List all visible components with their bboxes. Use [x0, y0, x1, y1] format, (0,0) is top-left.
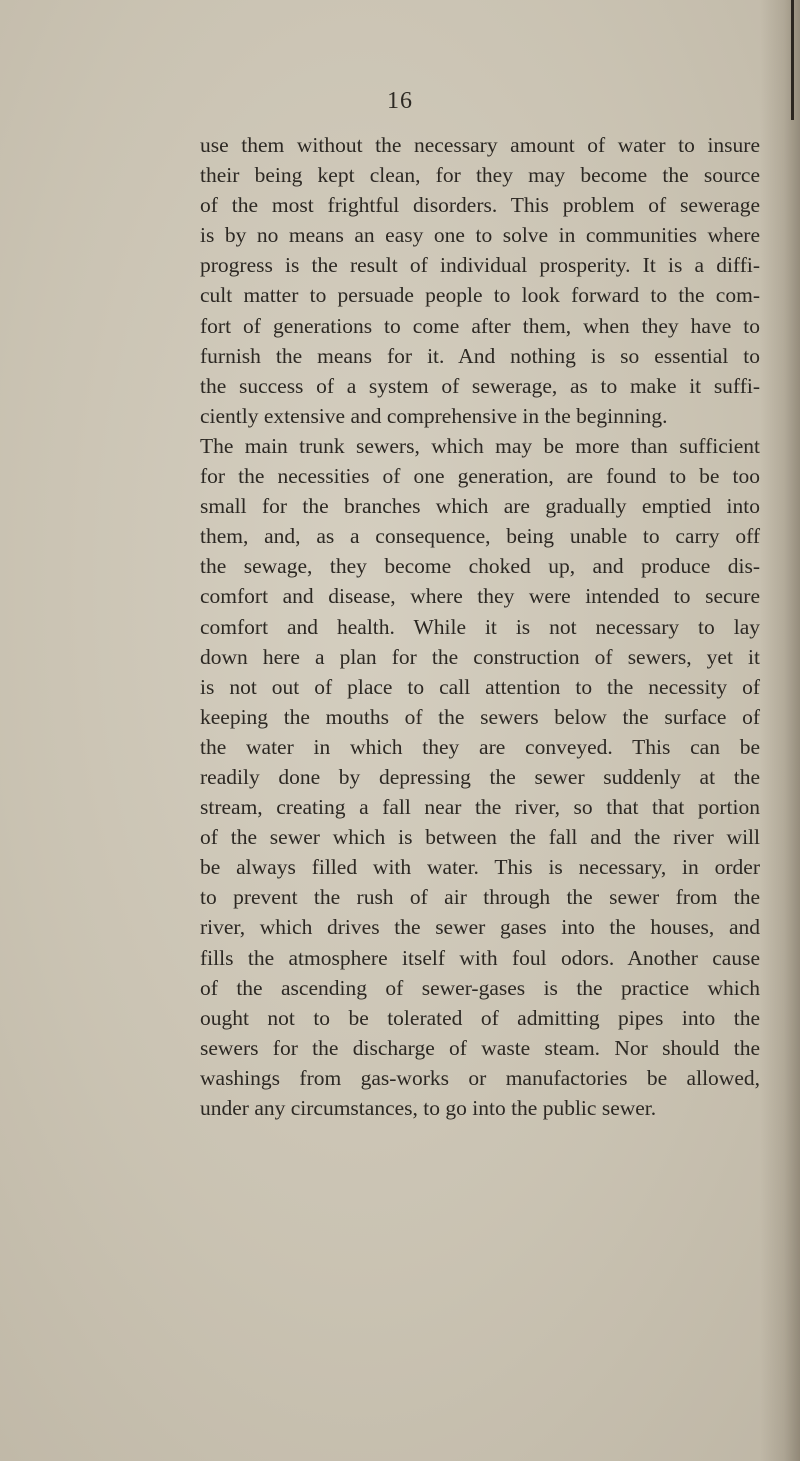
text-line: for the necessities of one generation, are found to be too — [200, 464, 760, 489]
text-line: fort of generations to come after them, when they have to — [200, 313, 760, 338]
text-line: use them without the necessary amount of water to insure — [200, 133, 760, 157]
text-line: river, which drives the sewer gases into the houses, and — [200, 915, 760, 940]
text-line: of the ascending of sewer-gases is the practice which — [200, 975, 760, 1000]
text-line: stream, creating a fall near the river, so that that portion — [200, 795, 760, 820]
text-line: sewers for the discharge of waste steam. Nor should the — [200, 1035, 760, 1060]
body-text — [200, 130, 760, 1123]
text-line: The main trunk sewers, which may be more than sufficient — [200, 433, 760, 458]
text-line: down here a plan for the construction of sewers, yet it — [200, 644, 760, 669]
text-line: them, and, as a consequence, being unable to carry off — [200, 524, 760, 549]
text-line: small for the branches which are gradually emptied into — [200, 494, 760, 519]
page-number: 16 — [387, 88, 413, 114]
text-line: under any circumstances, to go into the public sewer. — [200, 1096, 657, 1120]
text-line: is by no means an easy one to solve in communities where — [200, 223, 760, 248]
text-line: progress is the result of individual prosperity. It is a diffi- — [200, 253, 760, 278]
text-line: ciently extensive and comprehensive in the beginning. — [200, 403, 668, 428]
text-line: fills the atmosphere itself with foul odors. Another cause — [200, 945, 760, 970]
text-line: cult matter to persuade people to look forward to the com- — [200, 283, 760, 308]
text-line: the water in which they are conveyed. This can be — [200, 734, 760, 759]
page-edge-shadow — [760, 0, 800, 1461]
text-line: of the most frightful disorders. This problem of sewerage — [200, 193, 760, 218]
text-line: comfort and disease, where they were intended to secure — [200, 584, 760, 609]
text-line: washings from gas-works or manufactories be allowed, — [200, 1065, 760, 1090]
text-line: furnish the means for it. And nothing is so essential to — [200, 343, 760, 368]
text-line: readily done by depressing the sewer suddenly at the — [200, 764, 760, 789]
text-line: the sewage, they become choked up, and produce dis- — [200, 554, 760, 579]
text-line: of the sewer which is between the fall and the river will — [200, 825, 760, 850]
text-line: their being kept clean, for they may become the source — [200, 163, 760, 188]
text-line: ought not to be tolerated of admitting pipes into the — [200, 1005, 760, 1030]
text-line: be always filled with water. This is necessary, in order — [200, 855, 760, 880]
text-line: the success of a system of sewerage, as to make it suffi- — [200, 373, 760, 398]
text-line: is not out of place to call attention to the necessity of — [200, 674, 760, 699]
text-line: comfort and health. While it is not necessary to lay — [200, 614, 760, 639]
text-line: keeping the mouths of the sewers below the surface of — [200, 704, 760, 729]
text-line: to prevent the rush of air through the sewer from the — [200, 885, 760, 910]
